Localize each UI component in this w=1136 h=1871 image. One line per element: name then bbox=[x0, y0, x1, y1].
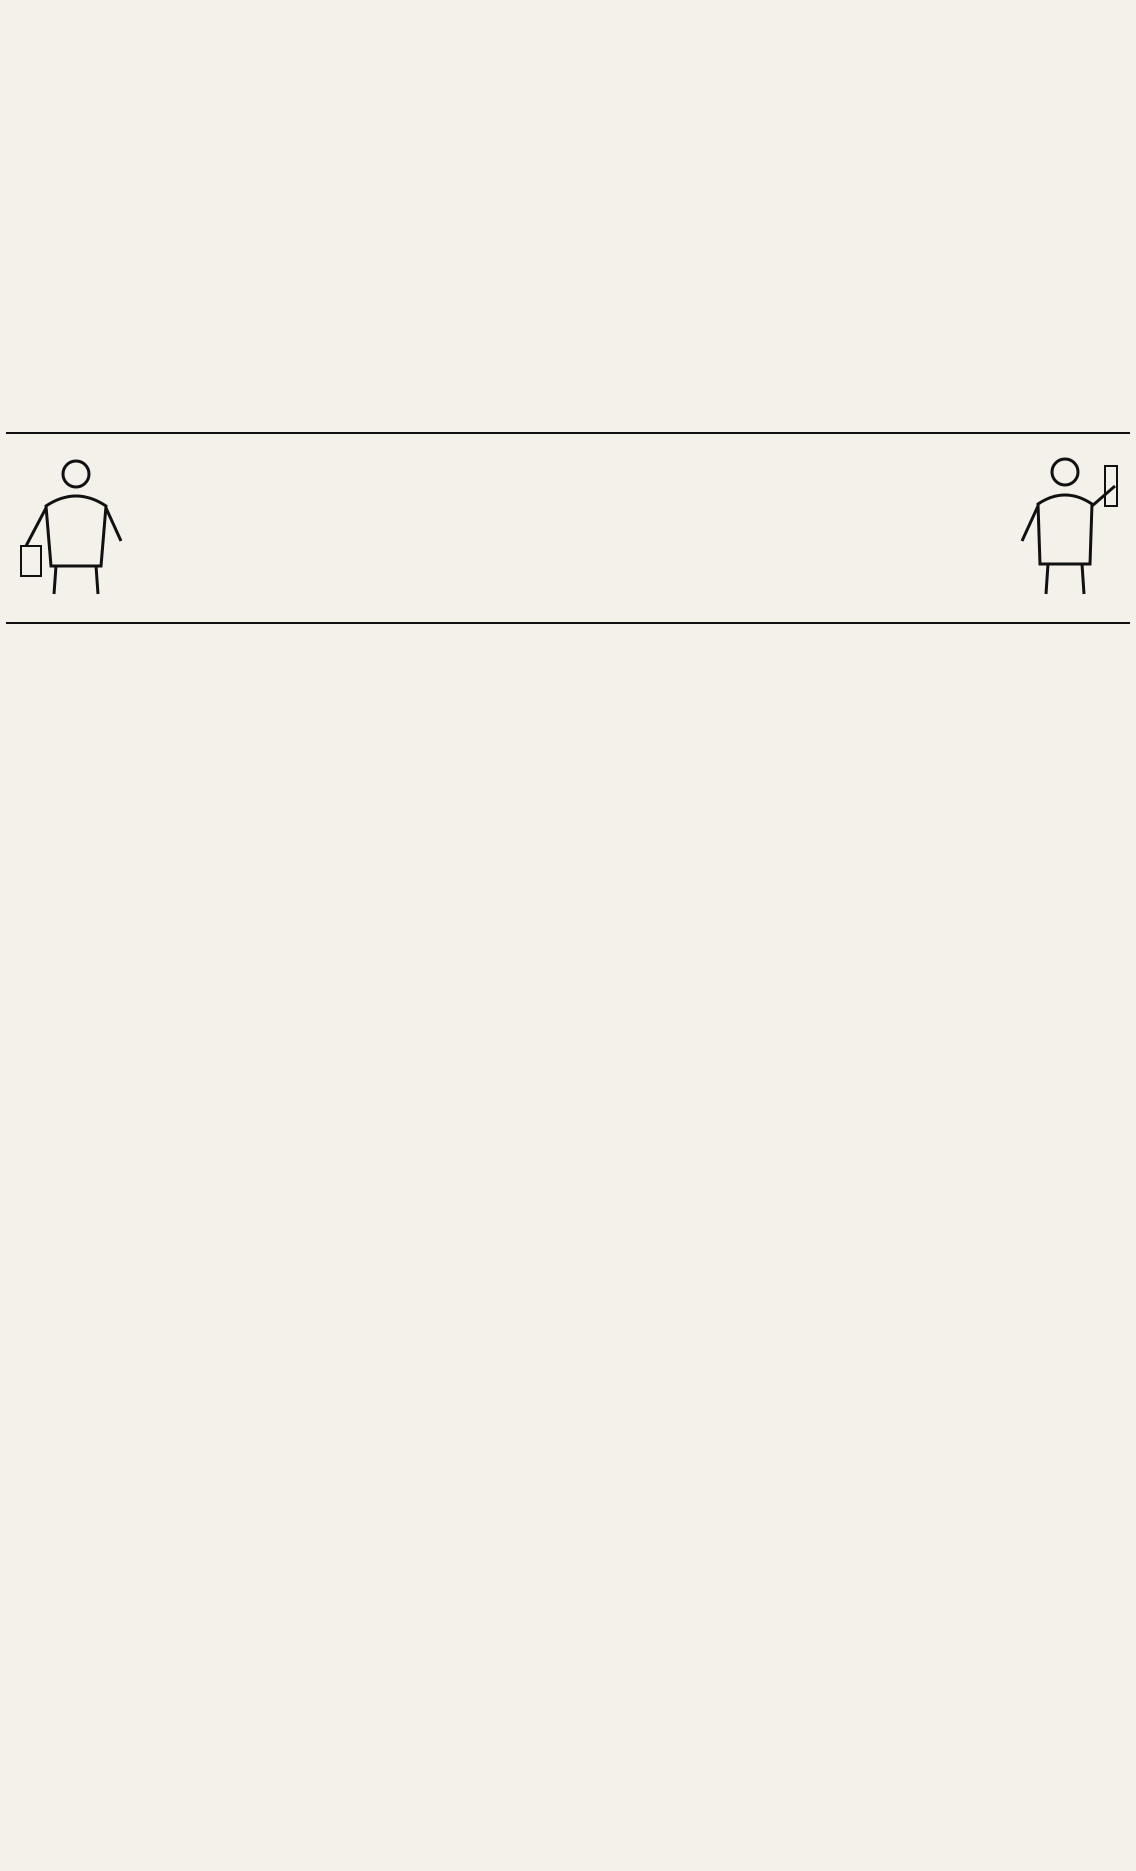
page-header bbox=[6, 4, 1130, 18]
classified-columns bbox=[6, 20, 1130, 428]
banner-bottom-rule bbox=[6, 622, 1130, 624]
worker-illustration-right bbox=[1010, 446, 1120, 596]
worker-illustration-left bbox=[16, 446, 126, 596]
service-guide-columns bbox=[6, 630, 1130, 1848]
banner-top-rule bbox=[6, 432, 1130, 434]
home-service-guide-banner bbox=[0, 432, 1136, 626]
